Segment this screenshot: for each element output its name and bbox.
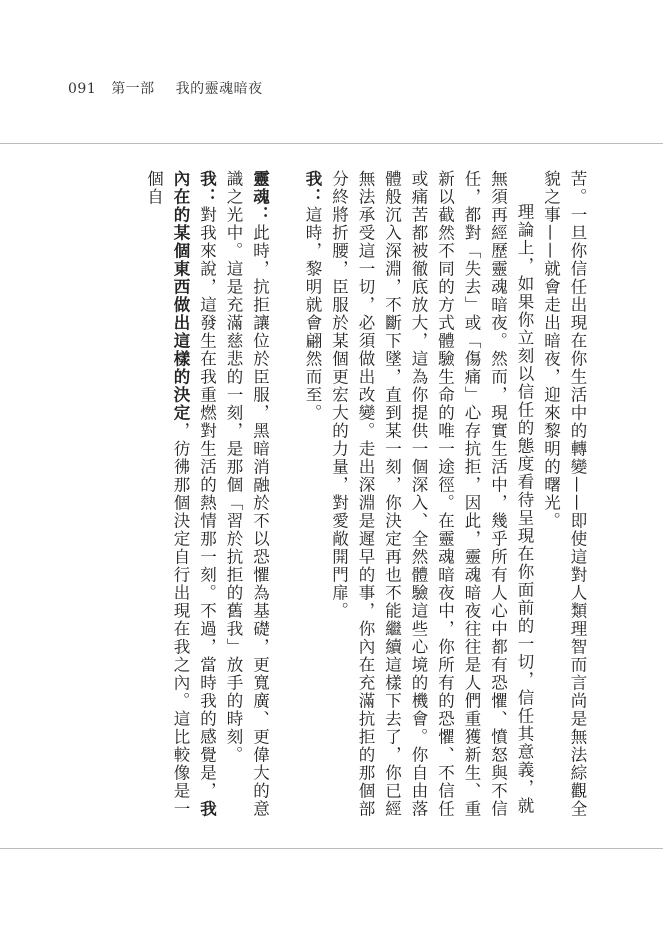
dialog-me-decision — [140, 170, 220, 820]
top-divider — [0, 143, 663, 144]
part-label: 第一部 — [111, 81, 155, 97]
dialog-soul — [220, 170, 273, 820]
dialog-me-bold-phrase: 我內在的某個東西做出這樣的決定 — [171, 170, 217, 818]
chapter-title: 我的靈魂暗夜 — [175, 81, 263, 97]
page-body — [78, 170, 590, 820]
bottom-divider — [0, 848, 663, 849]
dialog-me-text-2a: 對我來說，這發生在我重燃對生活的熱情那一刻。不過，當時我的感覺是， — [197, 206, 217, 800]
paragraph-theory: 理論上，如果你立刻以信任的態度看待呈現在你面前的一切，信任其意義，就無須再經歷靈魂暗夜。然而，現實生活中，幾乎所有人心中都有恐懼、憤怒與不信任，都對「失去」或「傷痛」心存抗拒，因此，靈魂暗夜往往是人們重獲新生、重新以截然不同的方式體驗生命的唯一途徑。在靈魂暗夜中，你所有的恐懼、不信任或痛苦都被徹底放大，這為你提供一個深入、全然體驗這些心境的機會。你自由落體般沉入深淵，不斷下墜，直到某一刻，你決定再也不能繼續這樣下去了，你已經無法承受這一切，必須做出改變。走出深淵是遲早的事，你內在充滿抗拒的那個部分終將折腰，臣服於某個更宏大的力量，對愛敞開門扉。 — [329, 170, 534, 818]
page-number: 091 — [68, 81, 97, 97]
dialog-me-text-2b: ，彷彿那個決定自行出現在我之內。這比較像是一個自 — [144, 170, 190, 818]
speaker-me-label-2: 我： — [197, 170, 217, 206]
running-header — [68, 78, 263, 98]
paragraph-continued: 苦。一旦你信任出現在你生活中的轉變——即使這對人類理智而言尚是無法綜觀全貌之事——就會走出暗夜，迎來黎明的曙光。 — [541, 170, 587, 818]
dialog-soul-text: 此時，抗拒讓位於臣服，黑暗消融於不以恐懼為基礎，更寬廣、更偉大的意識之光中。這是充滿慈悲的一刻，是那個「習於抗拒的舊我」放手的時刻。 — [224, 170, 270, 818]
speaker-me-label: 我： — [303, 170, 322, 206]
speaker-soul-label: 靈魂： — [250, 170, 270, 224]
dialog-me-dawn — [299, 170, 326, 820]
dialog-me-text: 這時，黎明就會翩然而至。 — [303, 206, 322, 422]
